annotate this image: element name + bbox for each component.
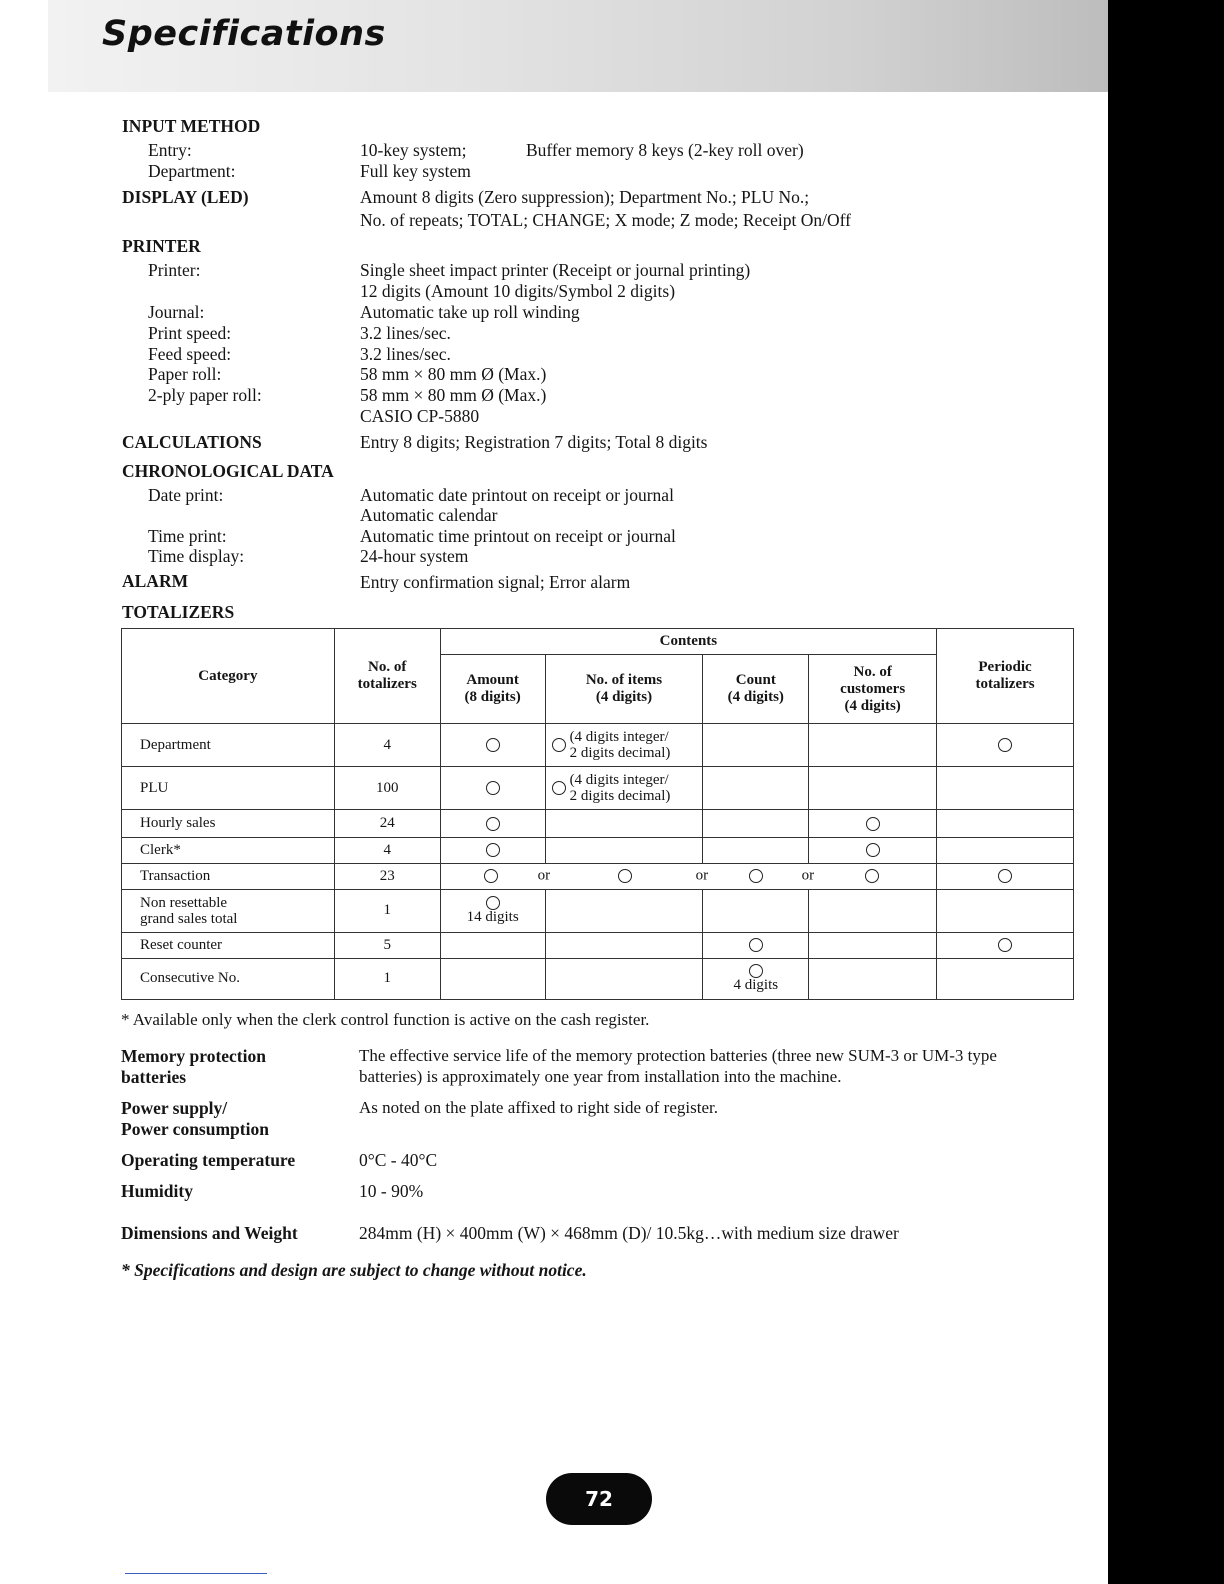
alarm-value: Entry confirmation signal; Error alarm xyxy=(360,572,631,592)
circle-mark-icon xyxy=(749,964,763,978)
amount-cell: 14 digits xyxy=(440,889,545,932)
items-cell xyxy=(545,837,703,863)
power-supply-label-2: Power consumption xyxy=(121,1119,269,1139)
or-label: or xyxy=(801,867,815,884)
row-count: 1 xyxy=(334,889,440,932)
calculations-value: Entry 8 digits; Registration 7 digits; Total 8 digits xyxy=(360,432,708,452)
circle-mark-icon xyxy=(552,781,566,795)
circle-mark-icon xyxy=(749,869,763,883)
periodic-cell xyxy=(937,863,1074,889)
twoply-value-model: CASIO CP-5880 xyxy=(360,406,480,426)
circle-mark-icon xyxy=(866,843,880,857)
feed-speed-label: Feed speed: xyxy=(148,344,232,364)
operating-temperature-label: Operating temperature xyxy=(121,1150,296,1170)
memory-protection-label-2: batteries xyxy=(121,1067,187,1087)
print-speed-label: Print speed: xyxy=(148,323,232,343)
section-input-method: INPUT METHOD xyxy=(122,116,261,136)
time-print-value: Automatic time printout on receipt or journal xyxy=(360,526,676,546)
periodic-cell xyxy=(937,767,1074,810)
circle-mark-icon xyxy=(749,938,763,952)
header-contents: Contents xyxy=(440,629,936,655)
memory-protection-label-1: Memory protection xyxy=(121,1046,266,1066)
count-cell xyxy=(703,837,809,863)
page-number-badge: 72 xyxy=(546,1473,652,1525)
section-chronological: CHRONOLOGICAL DATA xyxy=(122,461,334,481)
power-supply-text: As noted on the plate affixed to right side of register. xyxy=(359,1098,718,1117)
paper-roll-value: 58 mm × 80 mm Ø (Max.) xyxy=(360,364,547,384)
power-supply-label-1: Power supply/ xyxy=(121,1098,228,1118)
circle-mark-icon xyxy=(998,738,1012,752)
printer-line-2: 12 digits (Amount 10 digits/Symbol 2 digits) xyxy=(360,281,676,301)
dimensions-label: Dimensions and Weight xyxy=(121,1223,298,1243)
twoply-value: 58 mm × 80 mm Ø (Max.) xyxy=(360,385,547,405)
circle-mark-icon xyxy=(486,738,500,752)
or-label: or xyxy=(695,867,709,884)
table-row xyxy=(122,932,1074,958)
row-count: 4 xyxy=(334,837,440,863)
header-count: Count (4 digits) xyxy=(703,655,809,724)
customers-cell xyxy=(809,810,937,837)
section-alarm: ALARM xyxy=(122,571,189,591)
time-display-value: 24-hour system xyxy=(360,546,469,566)
header-category: Category xyxy=(122,629,335,724)
customers-cell xyxy=(809,767,937,810)
section-printer: PRINTER xyxy=(122,236,201,256)
transaction-contents-cell xyxy=(440,863,936,889)
totalizers-table xyxy=(121,628,1074,1000)
customers-cell xyxy=(809,932,937,958)
humidity-value: 10 - 90% xyxy=(359,1181,424,1201)
circle-mark-icon xyxy=(486,896,500,910)
circle-mark-icon xyxy=(486,817,500,831)
date-print-value: Automatic date printout on receipt or journal xyxy=(360,485,674,505)
amount-cell xyxy=(440,767,545,810)
feed-speed-value: 3.2 lines/sec. xyxy=(360,344,451,364)
printer-label: Printer: xyxy=(148,260,201,280)
bottom-rule xyxy=(125,1573,267,1574)
items-cell: (4 digits integer/ 2 digits decimal) xyxy=(545,767,703,810)
row-count: 23 xyxy=(334,863,440,889)
twoply-label: 2-ply paper roll: xyxy=(148,385,262,405)
table-row xyxy=(122,889,1074,932)
periodic-cell xyxy=(937,837,1074,863)
entry-value: 10-key system; xyxy=(360,140,467,160)
section-display: DISPLAY (LED) xyxy=(122,187,249,207)
section-calculations: CALCULATIONS xyxy=(122,432,262,452)
row-count: 100 xyxy=(334,767,440,810)
table-row xyxy=(122,767,1074,810)
items-cell xyxy=(545,958,703,999)
count-cell xyxy=(703,810,809,837)
header-customers: No. of customers (4 digits) xyxy=(809,655,937,724)
printer-line-1: Single sheet impact printer (Receipt or journal printing) xyxy=(360,260,751,280)
right-edge-bar xyxy=(1108,0,1224,1584)
count-cell xyxy=(703,724,809,767)
amount-cell xyxy=(440,724,545,767)
table-row xyxy=(122,958,1074,999)
amount-cell xyxy=(440,810,545,837)
items-cell xyxy=(545,932,703,958)
periodic-cell xyxy=(937,810,1074,837)
time-print-label: Time print: xyxy=(148,526,227,546)
circle-mark-icon xyxy=(865,869,879,883)
display-line-2: No. of repeats; TOTAL; CHANGE; X mode; Z mode; Receipt On/Off xyxy=(360,210,851,230)
table-row xyxy=(122,837,1074,863)
section-totalizers: TOTALIZERS xyxy=(122,602,235,622)
header-amount: Amount (8 digits) xyxy=(440,655,545,724)
memory-protection-text-1: The effective service life of the memory protection batteries (three new SUM-3 or UM-3 type xyxy=(359,1046,997,1065)
circle-mark-icon xyxy=(866,817,880,831)
circle-mark-icon xyxy=(618,869,632,883)
table-row xyxy=(122,863,1074,889)
customers-cell xyxy=(809,958,937,999)
row-count: 5 xyxy=(334,932,440,958)
or-label: or xyxy=(537,867,551,884)
entry-label: Entry: xyxy=(148,140,192,160)
count-cell: 4 digits xyxy=(703,958,809,999)
circle-mark-icon xyxy=(998,869,1012,883)
periodic-cell xyxy=(937,958,1074,999)
items-cell: (4 digits integer/ 2 digits decimal) xyxy=(545,724,703,767)
table-row xyxy=(122,724,1074,767)
row-category: Transaction xyxy=(122,863,335,889)
change-notice: * Specifications and design are subject to change without notice. xyxy=(121,1260,587,1280)
journal-label: Journal: xyxy=(148,302,205,322)
header-no-of-items: No. of items (4 digits) xyxy=(545,655,703,724)
header-periodic: Periodic totalizers xyxy=(937,629,1074,724)
memory-protection-text-2: batteries) is approximately one year from installation into the machine. xyxy=(359,1067,842,1086)
customers-cell xyxy=(809,837,937,863)
periodic-cell xyxy=(937,889,1074,932)
amount-cell xyxy=(440,932,545,958)
row-category: Reset counter xyxy=(122,932,335,958)
paper-roll-label: Paper roll: xyxy=(148,364,222,384)
date-print-calendar: Automatic calendar xyxy=(360,505,498,525)
periodic-cell xyxy=(937,724,1074,767)
circle-mark-icon xyxy=(484,869,498,883)
row-category: Clerk* xyxy=(122,837,335,863)
department-value: Full key system xyxy=(360,161,471,181)
count-cell xyxy=(703,889,809,932)
table-row xyxy=(122,810,1074,837)
time-display-label: Time display: xyxy=(148,546,245,566)
humidity-label: Humidity xyxy=(121,1181,193,1201)
operating-temperature-value: 0°C - 40°C xyxy=(359,1150,438,1170)
header-no-of-totalizers: No. of totalizers xyxy=(334,629,440,724)
department-label: Department: xyxy=(148,161,236,181)
periodic-cell xyxy=(937,932,1074,958)
page-title: Specifications xyxy=(102,14,386,54)
row-category: Consecutive No. xyxy=(122,958,335,999)
journal-value: Automatic take up roll winding xyxy=(360,302,580,322)
row-category: Department xyxy=(122,724,335,767)
entry-value-buffer: Buffer memory 8 keys (2-key roll over) xyxy=(526,140,804,160)
row-category: Hourly sales xyxy=(122,810,335,837)
count-cell xyxy=(703,932,809,958)
print-speed-value: 3.2 lines/sec. xyxy=(360,323,451,343)
items-cell xyxy=(545,889,703,932)
count-cell xyxy=(703,767,809,810)
clerk-footnote: * Available only when the clerk control function is active on the cash register. xyxy=(121,1010,650,1029)
circle-mark-icon xyxy=(486,843,500,857)
circle-mark-icon xyxy=(486,781,500,795)
amount-cell xyxy=(440,958,545,999)
row-count: 24 xyxy=(334,810,440,837)
date-print-label: Date print: xyxy=(148,485,224,505)
amount-cell xyxy=(440,837,545,863)
circle-mark-icon xyxy=(552,738,566,752)
row-category: PLU xyxy=(122,767,335,810)
row-count: 1 xyxy=(334,958,440,999)
row-count: 4 xyxy=(334,724,440,767)
circle-mark-icon xyxy=(998,938,1012,952)
items-cell xyxy=(545,810,703,837)
customers-cell xyxy=(809,889,937,932)
display-line-1: Amount 8 digits (Zero suppression); Department No.; PLU No.; xyxy=(360,187,810,207)
customers-cell xyxy=(809,724,937,767)
row-category: Non resettable grand sales total xyxy=(122,889,335,932)
dimensions-value: 284mm (H) × 400mm (W) × 468mm (D)/ 10.5kg…with medium size drawer xyxy=(359,1223,899,1243)
